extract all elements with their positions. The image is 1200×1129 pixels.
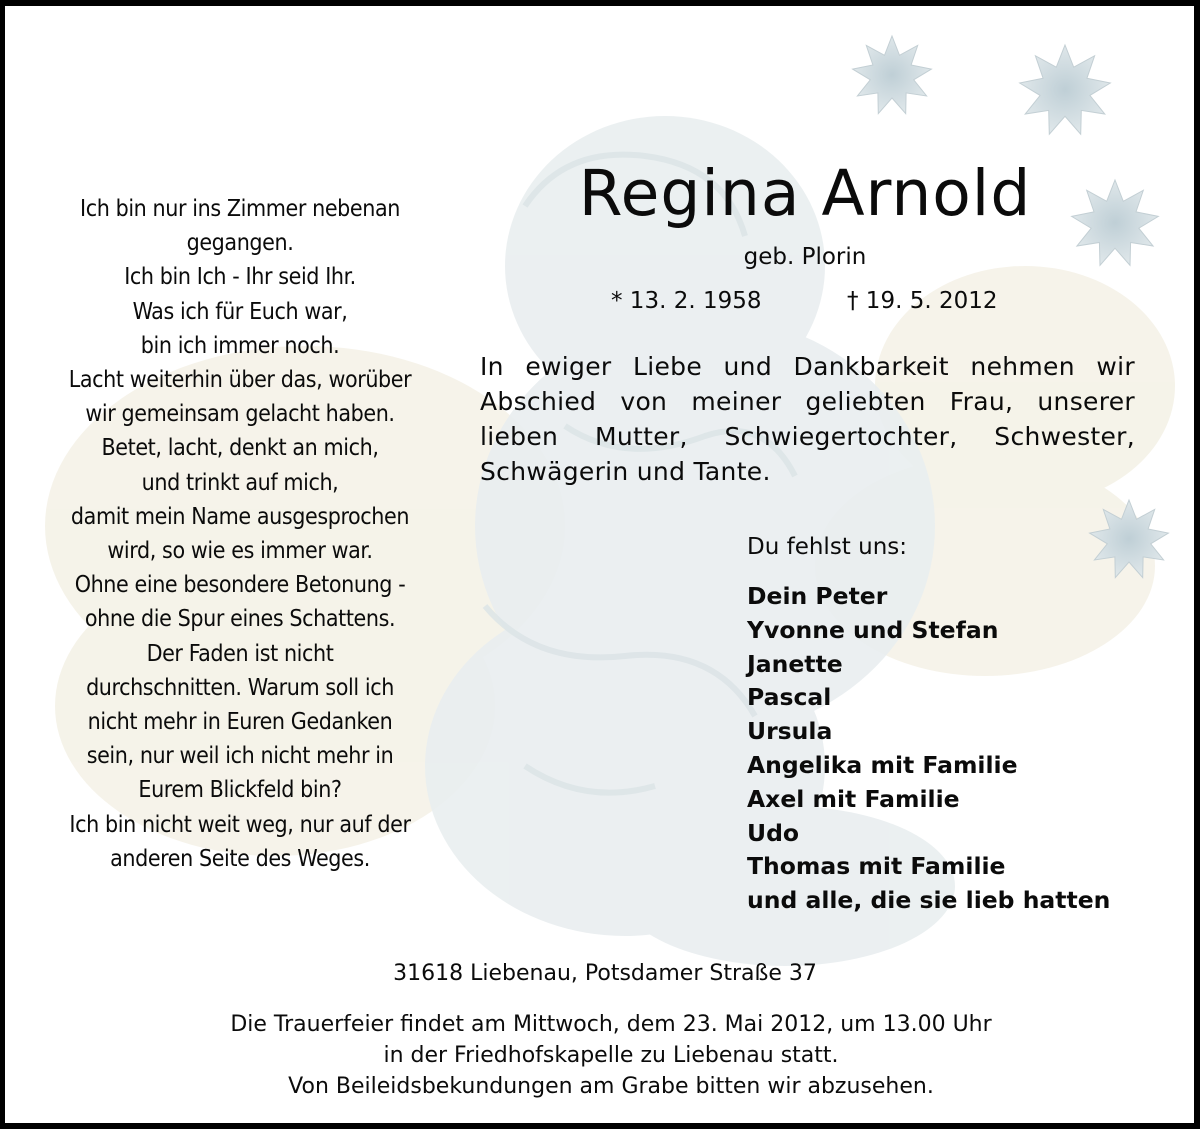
funeral-note: in der Friedhofskapelle zu Liebenau statt. <box>383 1043 839 1068</box>
poem-line: Der Faden ist nicht <box>146 640 334 667</box>
poem-line: Betet, lacht, denkt an mich, <box>101 435 379 462</box>
poem-line: wir gemeinsam gelacht haben. <box>85 401 395 428</box>
poem-line: nicht mehr in Euren Gedanken <box>87 709 393 736</box>
announcement-text: In ewiger Liebe und Dankbarkeit nehmen wir Abschied von meiner geliebten Frau, unserer lieben Mutter, Schwiegertochter, Schwester, Schwägerin und Tante. <box>480 352 1135 486</box>
maiden-name: geb. Plorin <box>743 244 867 270</box>
poem-line: und trinkt auf mich, <box>141 469 339 496</box>
poem-line: durchschnitten. Warum soll ich <box>86 674 394 701</box>
mourner-name: Pascal <box>747 683 832 712</box>
funeral-note: Von Beileidsbekundungen am Grabe bitten wir abzusehen. <box>288 1074 934 1099</box>
mourners-heading: Du fehlst uns: <box>747 534 908 560</box>
mourner-name: und alle, die sie lieb hatten <box>747 886 1111 915</box>
mourner-name: Yvonne und Stefan <box>747 615 999 644</box>
mourner-name: Thomas mit Familie <box>747 852 1006 881</box>
poem-line: Eurem Blickfeld bin? <box>138 777 342 804</box>
poem-line: Was ich für Euch war, <box>132 298 348 325</box>
poem-line: bin ich immer noch. <box>140 332 340 359</box>
mourner-name: Ursula <box>747 717 833 746</box>
poem-line: ohne die Spur eines Schattens. <box>84 606 396 633</box>
birth-date: * 13. 2. 1958 <box>611 288 762 314</box>
poem-line: Ich bin nur ins Zimmer nebenan <box>80 196 400 222</box>
deceased-name: Regina Arnold <box>578 157 1032 230</box>
poem-line: Ich bin nicht weit weg, nur auf der <box>69 811 411 838</box>
poem-line: anderen Seite des Weges. <box>110 845 370 872</box>
poem-line: damit mein Name ausgesprochen <box>70 503 410 530</box>
poem-line: Ohne eine besondere Betonung - <box>74 572 406 599</box>
poem-line: sein, nur weil ich nicht mehr in <box>86 743 394 770</box>
star-icon <box>1090 500 1169 578</box>
mourner-name: Axel mit Familie <box>747 784 960 813</box>
star-icon <box>853 36 932 114</box>
mourner-name: Dein Peter <box>747 582 888 610</box>
mourner-name: Udo <box>747 818 800 847</box>
star-icon <box>1020 45 1111 134</box>
poem <box>25 192 455 876</box>
mourner-name: Angelika mit Familie <box>747 750 1018 779</box>
mourners-list <box>747 580 1110 918</box>
poem-line: Ich bin Ich - Ihr seid Ihr. <box>124 264 356 291</box>
poem-line: Lacht weiterhin über das, worüber <box>68 367 412 394</box>
funeral-notes <box>5 1009 1200 1102</box>
poem-line: gegangen. <box>186 230 294 257</box>
address: 31618 Liebenau, Potsdamer Straße 37 <box>393 961 817 986</box>
death-date: † 19. 5. 2012 <box>847 288 998 314</box>
funeral-note: Die Trauerfeier findet am Mittwoch, dem 23. Mai 2012, um 13.00 Uhr <box>230 1012 992 1037</box>
poem-line: wird, so wie es immer war. <box>107 538 373 565</box>
mourner-name: Janette <box>747 649 843 678</box>
